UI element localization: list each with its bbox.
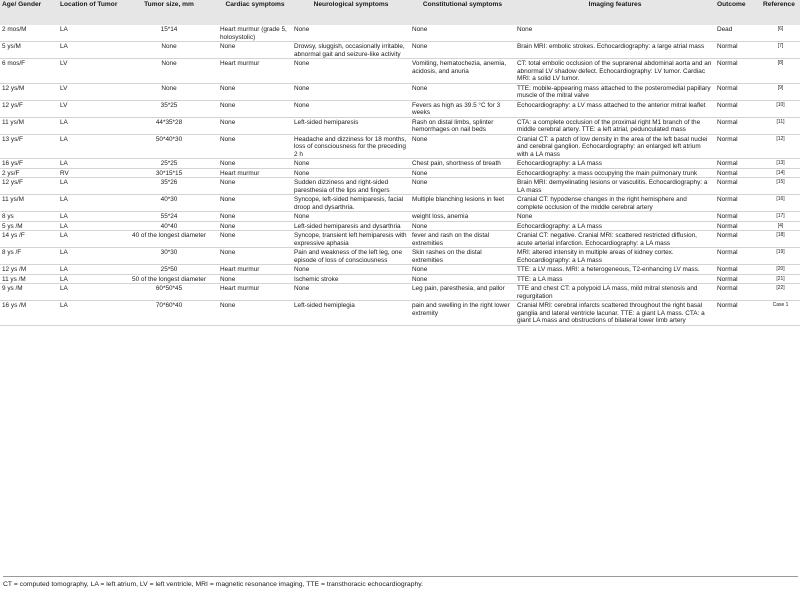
header-reference: Reference [763, 1, 795, 8]
cell-location: LA [58, 134, 120, 159]
cell-neuro: None [292, 100, 410, 117]
table-header [0, 0, 800, 25]
cell-constitutional: weight loss, anemia [410, 212, 515, 222]
cell-imaging: Echocardiography: a LA mass [515, 221, 715, 231]
cell-outcome: Normal [715, 134, 761, 159]
table-row [0, 274, 800, 284]
cell-outcome: Normal [715, 284, 761, 301]
cell-reference: [18] [761, 231, 800, 248]
cell-age: 8 ys [0, 212, 58, 222]
cell-neuro: Pain and weakness of the left leg, one episode of loss of consciousness [292, 248, 410, 265]
table-row [0, 301, 800, 326]
cell-reference: [14] [761, 168, 800, 178]
cell-age: 12 ys/M [0, 83, 58, 100]
cell-cardiac: None [218, 117, 292, 134]
cell-imaging: Echocardiography: a mass occupying the main pulmonary trunk [515, 168, 715, 178]
cell-size: 15*14 [120, 25, 218, 42]
cell-imaging: None [515, 212, 715, 222]
cell-neuro: None [292, 265, 410, 275]
cell-neuro: Left-sided hemiparesis [292, 117, 410, 134]
cell-cardiac: Heart murmur [218, 284, 292, 301]
cell-imaging: Cranial CT: a patch of low density in the area of the left basal nuclei and cerebral ganglion. Echocardiography: an enlarged left atrium with a LA mass [515, 134, 715, 159]
cell-outcome: Normal [715, 265, 761, 275]
footnote: CT = computed tomography, LA = left atrium, LV = left ventricle, MRI = magnetic resonance imaging, TTE = transthoracic echocardiography. [3, 576, 798, 589]
cell-age: 16 ys /M [0, 301, 58, 326]
cell-neuro: None [292, 25, 410, 42]
cell-age: 5 ys /M [0, 221, 58, 231]
cell-reference: [17] [761, 212, 800, 222]
cell-reference: [10] [761, 100, 800, 117]
header-size: Tumor size, mm [144, 1, 194, 8]
cell-location: LA [58, 212, 120, 222]
table-row [0, 284, 800, 301]
cell-imaging: None [515, 25, 715, 42]
table-row [0, 178, 800, 195]
cell-constitutional: Fevers as high as 39.5 °C for 3 weeks [410, 100, 515, 117]
table-row [0, 168, 800, 178]
cell-constitutional: Rash on distal limbs, splinter hemorrhages on nail beds [410, 117, 515, 134]
table-row [0, 231, 800, 248]
header-constitutional: Constitutional symptoms [422, 1, 503, 8]
cell-cardiac: Heart murmur [218, 59, 292, 84]
cell-reference: [13] [761, 159, 800, 169]
cell-constitutional: None [410, 42, 515, 59]
cell-constitutional: fever and rash on the distal extremities [410, 231, 515, 248]
cell-imaging: Echocardiography: a LV mass attached to the anterior mitral leaflet [515, 100, 715, 117]
cell-size: None [120, 59, 218, 84]
cell-outcome: Normal [715, 231, 761, 248]
header-imaging: Imaging features [588, 1, 642, 8]
header-age: Age/ Gender [2, 1, 42, 8]
cell-constitutional: None [410, 178, 515, 195]
cell-age: 2 ys/F [0, 168, 58, 178]
cell-location: LA [58, 42, 120, 59]
cell-constitutional: None [410, 25, 515, 42]
cell-age: 12 ys/F [0, 100, 58, 117]
cell-size: 70*60*40 [120, 301, 218, 326]
cell-neuro: Left-sided hemiparesis and dysarthria [292, 221, 410, 231]
cell-size: 50 of the longest diameter [120, 274, 218, 284]
cell-size: 25*50 [120, 265, 218, 275]
header-neuro: Neurological symptoms [313, 1, 389, 8]
cell-age: 11 ys/M [0, 195, 58, 212]
cell-neuro: None [292, 284, 410, 301]
cell-size: 50*40*30 [120, 134, 218, 159]
cell-constitutional: Vomiting, hematochezia, anemia, acidosis, and anuria [410, 59, 515, 84]
cell-location: LA [58, 221, 120, 231]
cell-size: 60*50*45 [120, 284, 218, 301]
cell-age: 12 ys /M [0, 265, 58, 275]
cell-neuro: None [292, 212, 410, 222]
cell-age: 11 ys /M [0, 274, 58, 284]
cell-constitutional: Skin rashes on the distal extremities [410, 248, 515, 265]
cell-neuro: Drowsy, sluggish, occasionally irritable, abnormal gait and seizure-like activity [292, 42, 410, 59]
cell-neuro: None [292, 159, 410, 169]
cell-size: 44*35*28 [120, 117, 218, 134]
cell-reference: [7] [761, 42, 800, 59]
cell-cardiac: None [218, 212, 292, 222]
cell-constitutional: Leg pain, paresthesia, and pallor [410, 284, 515, 301]
cell-cardiac: None [218, 274, 292, 284]
cell-location: LV [58, 100, 120, 117]
cell-location: LA [58, 248, 120, 265]
cell-location: LA [58, 265, 120, 275]
cell-location: LA [58, 25, 120, 42]
cell-cardiac: None [218, 134, 292, 159]
cell-cardiac: None [218, 195, 292, 212]
cell-imaging: MRI: altered intensity in multiple areas of kidney cortex. Echocardiography: a LA mass [515, 248, 715, 265]
table-row [0, 42, 800, 59]
cell-size: 40*40 [120, 221, 218, 231]
table-row [0, 265, 800, 275]
cell-reference: [6] [761, 25, 800, 42]
cell-outcome: Normal [715, 274, 761, 284]
cell-reference: [9] [761, 83, 800, 100]
cell-reference: [12] [761, 134, 800, 159]
cell-size: 30*30 [120, 248, 218, 265]
table-row [0, 83, 800, 100]
cell-reference: [16] [761, 195, 800, 212]
cell-size: 25*25 [120, 159, 218, 169]
cell-age: 9 ys /M [0, 284, 58, 301]
cell-reference: [15] [761, 178, 800, 195]
cell-imaging: Cranial CT: hypodense changes in the right hemisphere and complete occlusion of the middle cerebral artery [515, 195, 715, 212]
cell-outcome: Normal [715, 83, 761, 100]
cell-size: 55*24 [120, 212, 218, 222]
cell-reference: [22] [761, 284, 800, 301]
header-outcome: Outcome [717, 1, 746, 8]
cell-location: LA [58, 195, 120, 212]
cell-neuro: Sudden dizziness and right-sided paresthesia of the lips and fingers [292, 178, 410, 195]
cell-age: 16 ys/F [0, 159, 58, 169]
cell-age: 13 ys/F [0, 134, 58, 159]
table-row [0, 195, 800, 212]
table-body [0, 25, 800, 325]
cell-size: 40 of the longest diameter [120, 231, 218, 248]
cell-outcome: Normal [715, 42, 761, 59]
cell-outcome: Normal [715, 117, 761, 134]
cell-neuro: Left-sided hemiplegia [292, 301, 410, 326]
cell-neuro: Syncope, left-sided hemiparesis, facial droop and dysarthria. [292, 195, 410, 212]
cell-location: LA [58, 274, 120, 284]
cell-reference: [20] [761, 265, 800, 275]
cell-outcome: Normal [715, 159, 761, 169]
header-location: Location of Tumor [60, 1, 118, 8]
cell-cardiac: None [218, 248, 292, 265]
cell-neuro: None [292, 59, 410, 84]
cell-cardiac: Heart murmur [218, 265, 292, 275]
cell-location: LA [58, 159, 120, 169]
cell-cardiac: None [218, 301, 292, 326]
cell-size: 35*26 [120, 178, 218, 195]
cell-neuro: None [292, 83, 410, 100]
cell-size: None [120, 42, 218, 59]
cell-age: 8 ys /F [0, 248, 58, 265]
table-row [0, 212, 800, 222]
cell-reference: [11] [761, 117, 800, 134]
cell-location: LA [58, 284, 120, 301]
cell-imaging: Cranial MRI: cerebral infarcts scattered throughout the right basal ganglia and lateral ventricle lacunar. TTE: a giant LA mass. CTA: a giant LA mass and obstructions of bilateral lower limb artery [515, 301, 715, 326]
cell-outcome: Dead [715, 25, 761, 42]
cell-reference: [4] [761, 221, 800, 231]
cell-age: 2 mos/M [0, 25, 58, 42]
cell-imaging: TTE: a LA mass [515, 274, 715, 284]
cell-imaging: TTE: mobile-appearing mass attached to the posteromedial papillary muscle of the mitral valve [515, 83, 715, 100]
cell-constitutional: None [410, 221, 515, 231]
cell-cardiac: None [218, 83, 292, 100]
cell-cardiac: None [218, 231, 292, 248]
cell-outcome: Normal [715, 221, 761, 231]
cell-constitutional: Chest pain, shortness of breath [410, 159, 515, 169]
cell-size: 30*15*15 [120, 168, 218, 178]
cell-size: 40*30 [120, 195, 218, 212]
cell-cardiac: None [218, 159, 292, 169]
cell-age: 6 mos/F [0, 59, 58, 84]
table-row [0, 159, 800, 169]
cell-constitutional: Multiple blanching lesions in feet [410, 195, 515, 212]
cell-age: 11 ys/M [0, 117, 58, 134]
cell-location: RV [58, 168, 120, 178]
cell-imaging: CTA: a complete occlusion of the proximal right M1 branch of the middle cerebral artery. TTE: a left atrial, pedunculated mass [515, 117, 715, 134]
cell-reference: [19] [761, 248, 800, 265]
cell-constitutional: None [410, 274, 515, 284]
cell-imaging: TTE: a LV mass. MRI: a heterogeneous, T2-enhancing LV mass. [515, 265, 715, 275]
cell-cardiac: None [218, 100, 292, 117]
cell-outcome: Normal [715, 301, 761, 326]
cell-outcome: Normal [715, 59, 761, 84]
cell-outcome: Normal [715, 178, 761, 195]
cell-outcome: Normal [715, 248, 761, 265]
cell-location: LA [58, 231, 120, 248]
cell-imaging: Cranial CT: negative. Cranial MRI: scattered restricted diffusion, acute arterial infarction. Echocardiography: a LA mass [515, 231, 715, 248]
table-row [0, 134, 800, 159]
cell-neuro: Ischemic stroke [292, 274, 410, 284]
cell-imaging: CT: total embolic occlusion of the suprarenal abdominal aorta and an abnormal LV shadow defect. Echocardiography: LV tumor. Cardiac MRI: a solid LV tumor. [515, 59, 715, 84]
table-row [0, 117, 800, 134]
cell-imaging: TTE and chest CT: a polypoid LA mass, mild mitral stenosis and regurgitation [515, 284, 715, 301]
header-cardiac: Cardiac symptoms [225, 1, 285, 8]
cell-location: LA [58, 301, 120, 326]
cell-location: LA [58, 178, 120, 195]
cell-cardiac: None [218, 42, 292, 59]
table-row [0, 100, 800, 117]
cell-age: 12 ys/F [0, 178, 58, 195]
cell-cardiac: None [218, 221, 292, 231]
table-row [0, 248, 800, 265]
cell-age: 5 ys/M [0, 42, 58, 59]
cell-neuro: Headache and dizziness for 18 months, loss of consciousness for the preceding 2 h [292, 134, 410, 159]
cell-constitutional: None [410, 168, 515, 178]
cell-outcome: Normal [715, 100, 761, 117]
cell-neuro: None [292, 168, 410, 178]
cell-cardiac: Heart murmur (grade 5, holosystolic) [218, 25, 292, 42]
cell-neuro: Syncope, transient left hemiparesis with expressive aphasia [292, 231, 410, 248]
cell-cardiac: Heart murmur [218, 168, 292, 178]
cell-reference: Case 1 [761, 301, 800, 326]
cell-outcome: Normal [715, 195, 761, 212]
cell-constitutional: None [410, 265, 515, 275]
cell-size: None [120, 83, 218, 100]
cell-reference: [21] [761, 274, 800, 284]
cell-constitutional: pain and swelling in the right lower extremity [410, 301, 515, 326]
cell-location: LV [58, 83, 120, 100]
cell-constitutional: None [410, 83, 515, 100]
cell-imaging: Brain MRI: embolic strokes. Echocardiography: a large atrial mass [515, 42, 715, 59]
table-row [0, 221, 800, 231]
cell-size: 35*25 [120, 100, 218, 117]
table-row [0, 25, 800, 42]
cell-outcome: Normal [715, 168, 761, 178]
cell-outcome: Normal [715, 212, 761, 222]
cell-reference: [8] [761, 59, 800, 84]
cell-age: 14 ys /F [0, 231, 58, 248]
cell-constitutional: None [410, 134, 515, 159]
cell-location: LA [58, 117, 120, 134]
cell-imaging: Echocardiography: a LA mass [515, 159, 715, 169]
cell-imaging: Brain MRI: demyelinating lesions or vasculitis. Echocardiography: a LA mass [515, 178, 715, 195]
cell-location: LV [58, 59, 120, 84]
cell-cardiac: None [218, 178, 292, 195]
table-row [0, 59, 800, 84]
